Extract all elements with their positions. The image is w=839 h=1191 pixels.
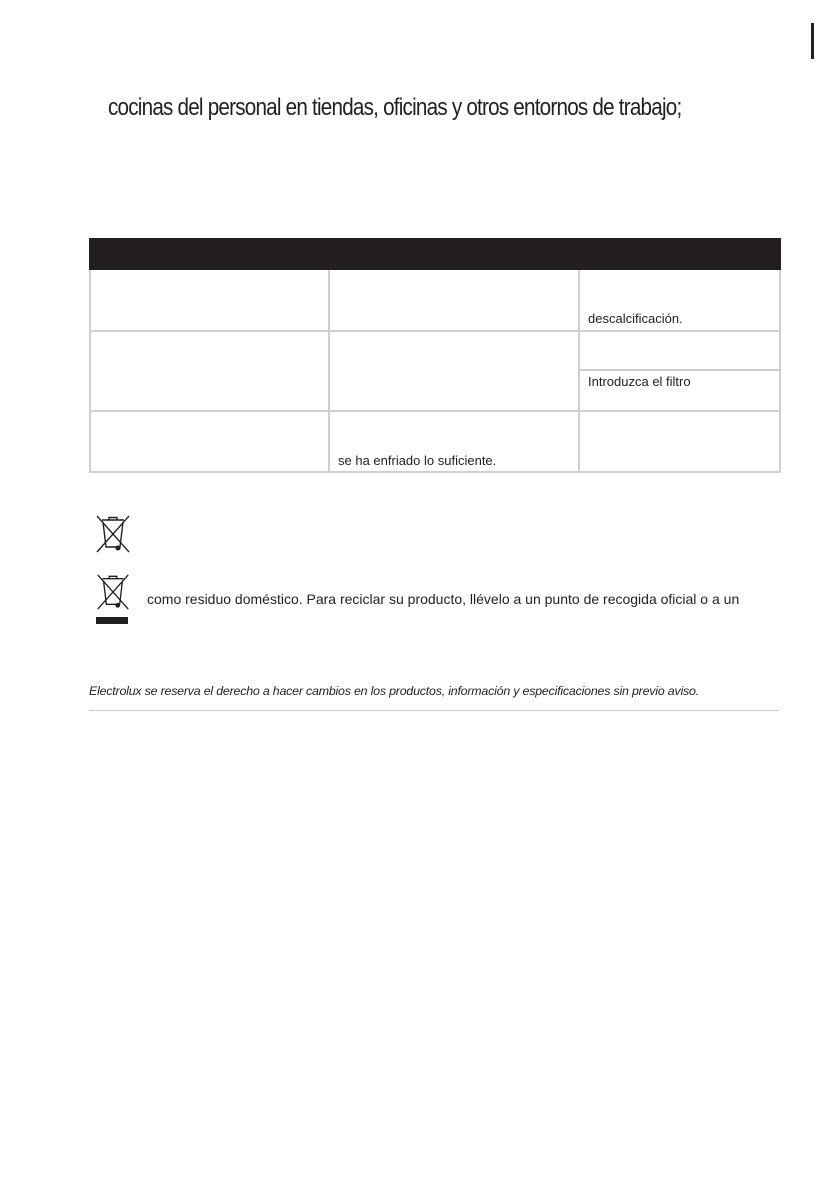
footer-divider	[89, 710, 779, 711]
page-edge-mark	[811, 23, 814, 59]
crossed-out-wheelie-bin-with-bar-icon	[93, 573, 133, 624]
table-header-cell	[579, 239, 780, 269]
table-row	[90, 411, 780, 472]
table-cell	[579, 331, 780, 370]
table-cell: descalcificación.	[579, 269, 780, 331]
table-header-cell	[90, 239, 329, 269]
crossed-out-wheelie-bin-icon	[93, 514, 133, 554]
table-cell	[329, 331, 579, 411]
table-cell	[90, 331, 329, 411]
table-row	[90, 331, 780, 370]
table-cell	[329, 269, 579, 331]
troubleshooting-table	[89, 238, 781, 473]
table-cell: se ha enfriado lo suficiente.	[329, 411, 579, 472]
table-header-row	[90, 239, 780, 269]
table-header-cell	[329, 239, 579, 269]
table-cell	[90, 269, 329, 331]
table-cell	[90, 411, 329, 472]
weee-black-bar	[96, 617, 128, 624]
table-row	[90, 269, 780, 331]
recycling-instructions: como residuo doméstico. Para reciclar su producto, llévelo a un punto de recogida oficial o a un	[147, 591, 740, 607]
footer-disclaimer: Electrolux se reserva el derecho a hacer cambios en los productos, información y especificaciones sin previo aviso.	[89, 684, 699, 698]
table-cell: Introduzca el filtro	[579, 370, 780, 411]
page-heading: cocinas del personal en tiendas, oficinas y otros entornos de trabajo;	[108, 94, 682, 121]
table-cell	[579, 411, 780, 472]
